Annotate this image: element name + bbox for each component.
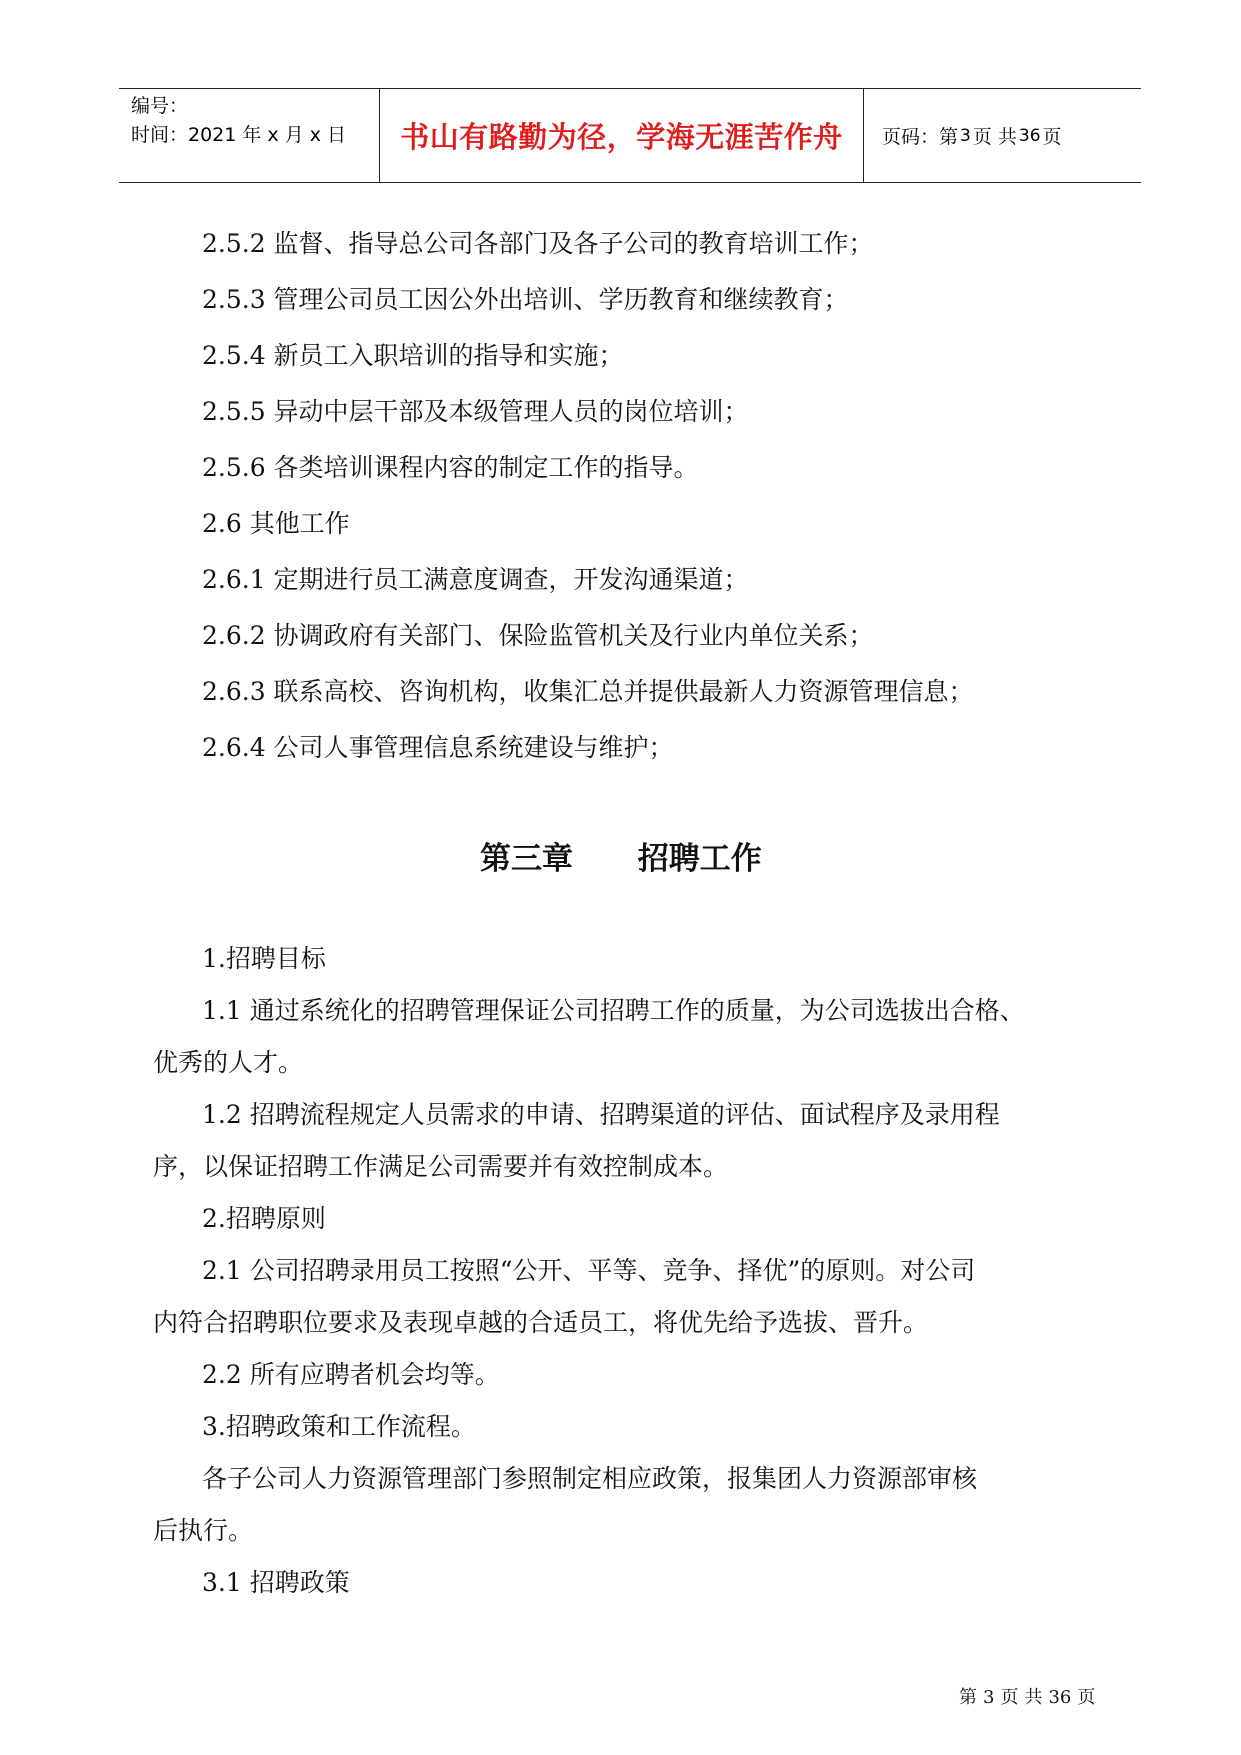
paragraph-line: 2.1 公司招聘录用员工按照“公开、平等、竞争、择优”的原则。对公司 bbox=[202, 1256, 976, 1285]
paragraph-line: 各子公司人力资源管理部门参照制定相应政策，报集团人力资源部审核 bbox=[202, 1464, 978, 1493]
chapter-title: 第三章 招聘工作 bbox=[480, 841, 762, 877]
document-time-label: 时间：2021 年 x 月 x 日 bbox=[131, 124, 347, 146]
footer-label: 页 bbox=[1077, 1687, 1096, 1708]
section-heading: 3.招聘政策和工作流程。 bbox=[202, 1412, 476, 1441]
footer-label: 共 bbox=[1024, 1687, 1043, 1708]
section-heading: 1.招聘目标 bbox=[202, 944, 326, 973]
paragraph-line: 2.5.4 新员工入职培训的指导和实施； bbox=[202, 341, 624, 370]
paragraph-line: 序，以保证招聘工作满足公司需要并有效控制成本。 bbox=[153, 1152, 729, 1181]
footer-current-page: 3 bbox=[983, 1687, 995, 1708]
paragraph-line: 2.2 所有应聘者机会均等。 bbox=[202, 1360, 500, 1389]
paragraph-line: 后执行。 bbox=[153, 1516, 254, 1545]
paragraph-line: 2.6.4 公司人事管理信息系统建设与维护； bbox=[202, 733, 674, 762]
header-page-prefix: 页码：第 bbox=[882, 126, 959, 148]
paragraph-line: 2.6.2 协调政府有关部门、保险监管机关及行业内单位关系； bbox=[202, 621, 874, 650]
footer-label: 第 bbox=[959, 1687, 977, 1708]
section-heading: 2.招聘原则 bbox=[202, 1204, 326, 1233]
paragraph-line: 1.1 通过系统化的招聘管理保证公司招聘工作的质量，为公司选拔出合格、 bbox=[202, 996, 1025, 1025]
paragraph-line: 2.5.6 各类培训课程内容的制定工作的指导。 bbox=[202, 453, 699, 482]
section-heading: 3.1 招聘政策 bbox=[202, 1568, 350, 1597]
header-motto: 书山有路勤为径，学海无涯苦作舟 bbox=[400, 120, 843, 154]
document-number-label: 编号： bbox=[131, 95, 189, 117]
paragraph-line: 2.5.3 管理公司员工因公外出培训、学历教育和继续教育； bbox=[202, 285, 849, 314]
page-header bbox=[119, 88, 1141, 183]
header-page-current: 3 bbox=[960, 125, 971, 146]
header-page-total: 36 bbox=[1018, 125, 1041, 146]
paragraph-line: 1.2 招聘流程规定人员需求的申请、招聘渠道的评估、面试程序及录用程 bbox=[202, 1100, 1000, 1129]
paragraph-line: 2.6.3 联系高校、咨询机构，收集汇总并提供最新人力资源管理信息； bbox=[202, 677, 974, 706]
paragraph-line: 2.6.1 定期进行员工满意度调查，开发沟通渠道； bbox=[202, 565, 749, 594]
paragraph-line: 内符合招聘职位要求及表现卓越的合适员工，将优先给予选拔、晋升。 bbox=[153, 1308, 929, 1337]
header-motto-cell bbox=[379, 89, 864, 182]
page-footer bbox=[956, 1683, 1098, 1709]
footer-total-pages: 36 bbox=[1048, 1687, 1072, 1708]
header-page-suffix: 页 bbox=[1042, 126, 1062, 148]
paragraph-line: 2.5.5 异动中层干部及本级管理人员的岗位培训； bbox=[202, 397, 749, 426]
footer-label: 页 bbox=[1000, 1687, 1019, 1708]
paragraph-line: 优秀的人才。 bbox=[153, 1048, 304, 1077]
section-heading: 2.6 其他工作 bbox=[202, 509, 350, 538]
header-info-cell bbox=[119, 89, 379, 182]
header-page-cell bbox=[862, 89, 1141, 182]
header-page-mid: 页 共 bbox=[972, 126, 1017, 148]
paragraph-line: 2.5.2 监督、指导总公司各部门及各子公司的教育培训工作； bbox=[202, 229, 874, 258]
